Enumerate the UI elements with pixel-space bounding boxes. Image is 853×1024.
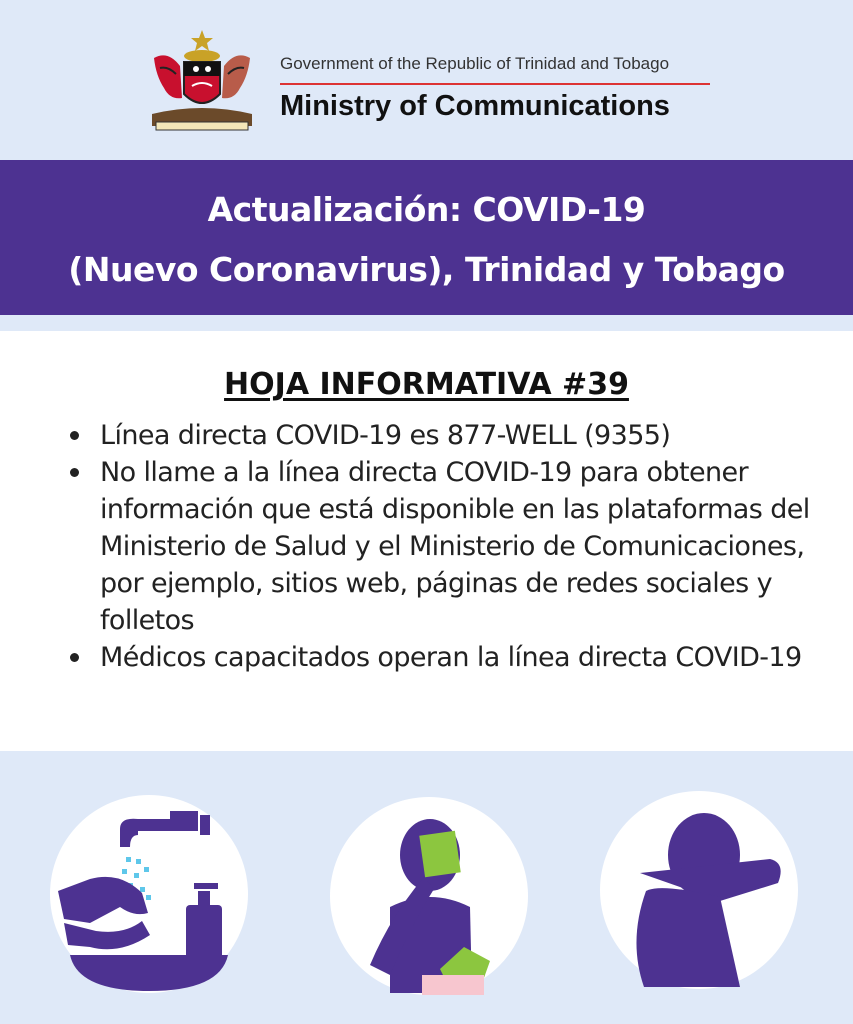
- coat-of-arms-icon: [146, 28, 258, 134]
- sheet-title: HOJA INFORMATIVA #39: [224, 367, 629, 402]
- banner-title-line-1: Actualización: COVID-19: [207, 190, 646, 229]
- bullet-icon: [70, 431, 79, 440]
- header: [0, 0, 853, 160]
- bullet-icon: [70, 653, 79, 662]
- list-item: [60, 639, 840, 676]
- separator-band: [0, 315, 853, 331]
- icon-row: [0, 751, 853, 1024]
- cough-into-elbow-icon: [600, 791, 798, 989]
- fact-sheet: [0, 331, 853, 751]
- bullet-list: [60, 417, 840, 676]
- handwashing-icon: [50, 795, 248, 993]
- ministry-name: Ministry of Communications: [280, 90, 670, 122]
- list-item: [60, 417, 840, 454]
- divider: [280, 83, 710, 85]
- list-item-text: No llame a la línea directa COVID-19 para obtener información que está disponible en las plataformas del Ministerio de Salud y el Ministerio de Comunicaciones, por ejemplo, sitios web, páginas de redes sociales y folletos: [100, 457, 810, 636]
- list-item: [60, 454, 840, 639]
- bullet-icon: [70, 468, 79, 477]
- banner-title-line-2: (Nuevo Coronavirus), Trinidad y Tobago: [68, 250, 785, 289]
- title-banner: [0, 160, 853, 315]
- government-name: Government of the Republic of Trinidad and Tobago: [280, 54, 670, 73]
- cover-face-tissue-icon: [330, 797, 528, 995]
- list-item-text: Línea directa COVID-19 es 877-WELL (9355): [100, 420, 671, 451]
- list-item-text: Médicos capacitados operan la línea directa COVID-19: [100, 642, 802, 673]
